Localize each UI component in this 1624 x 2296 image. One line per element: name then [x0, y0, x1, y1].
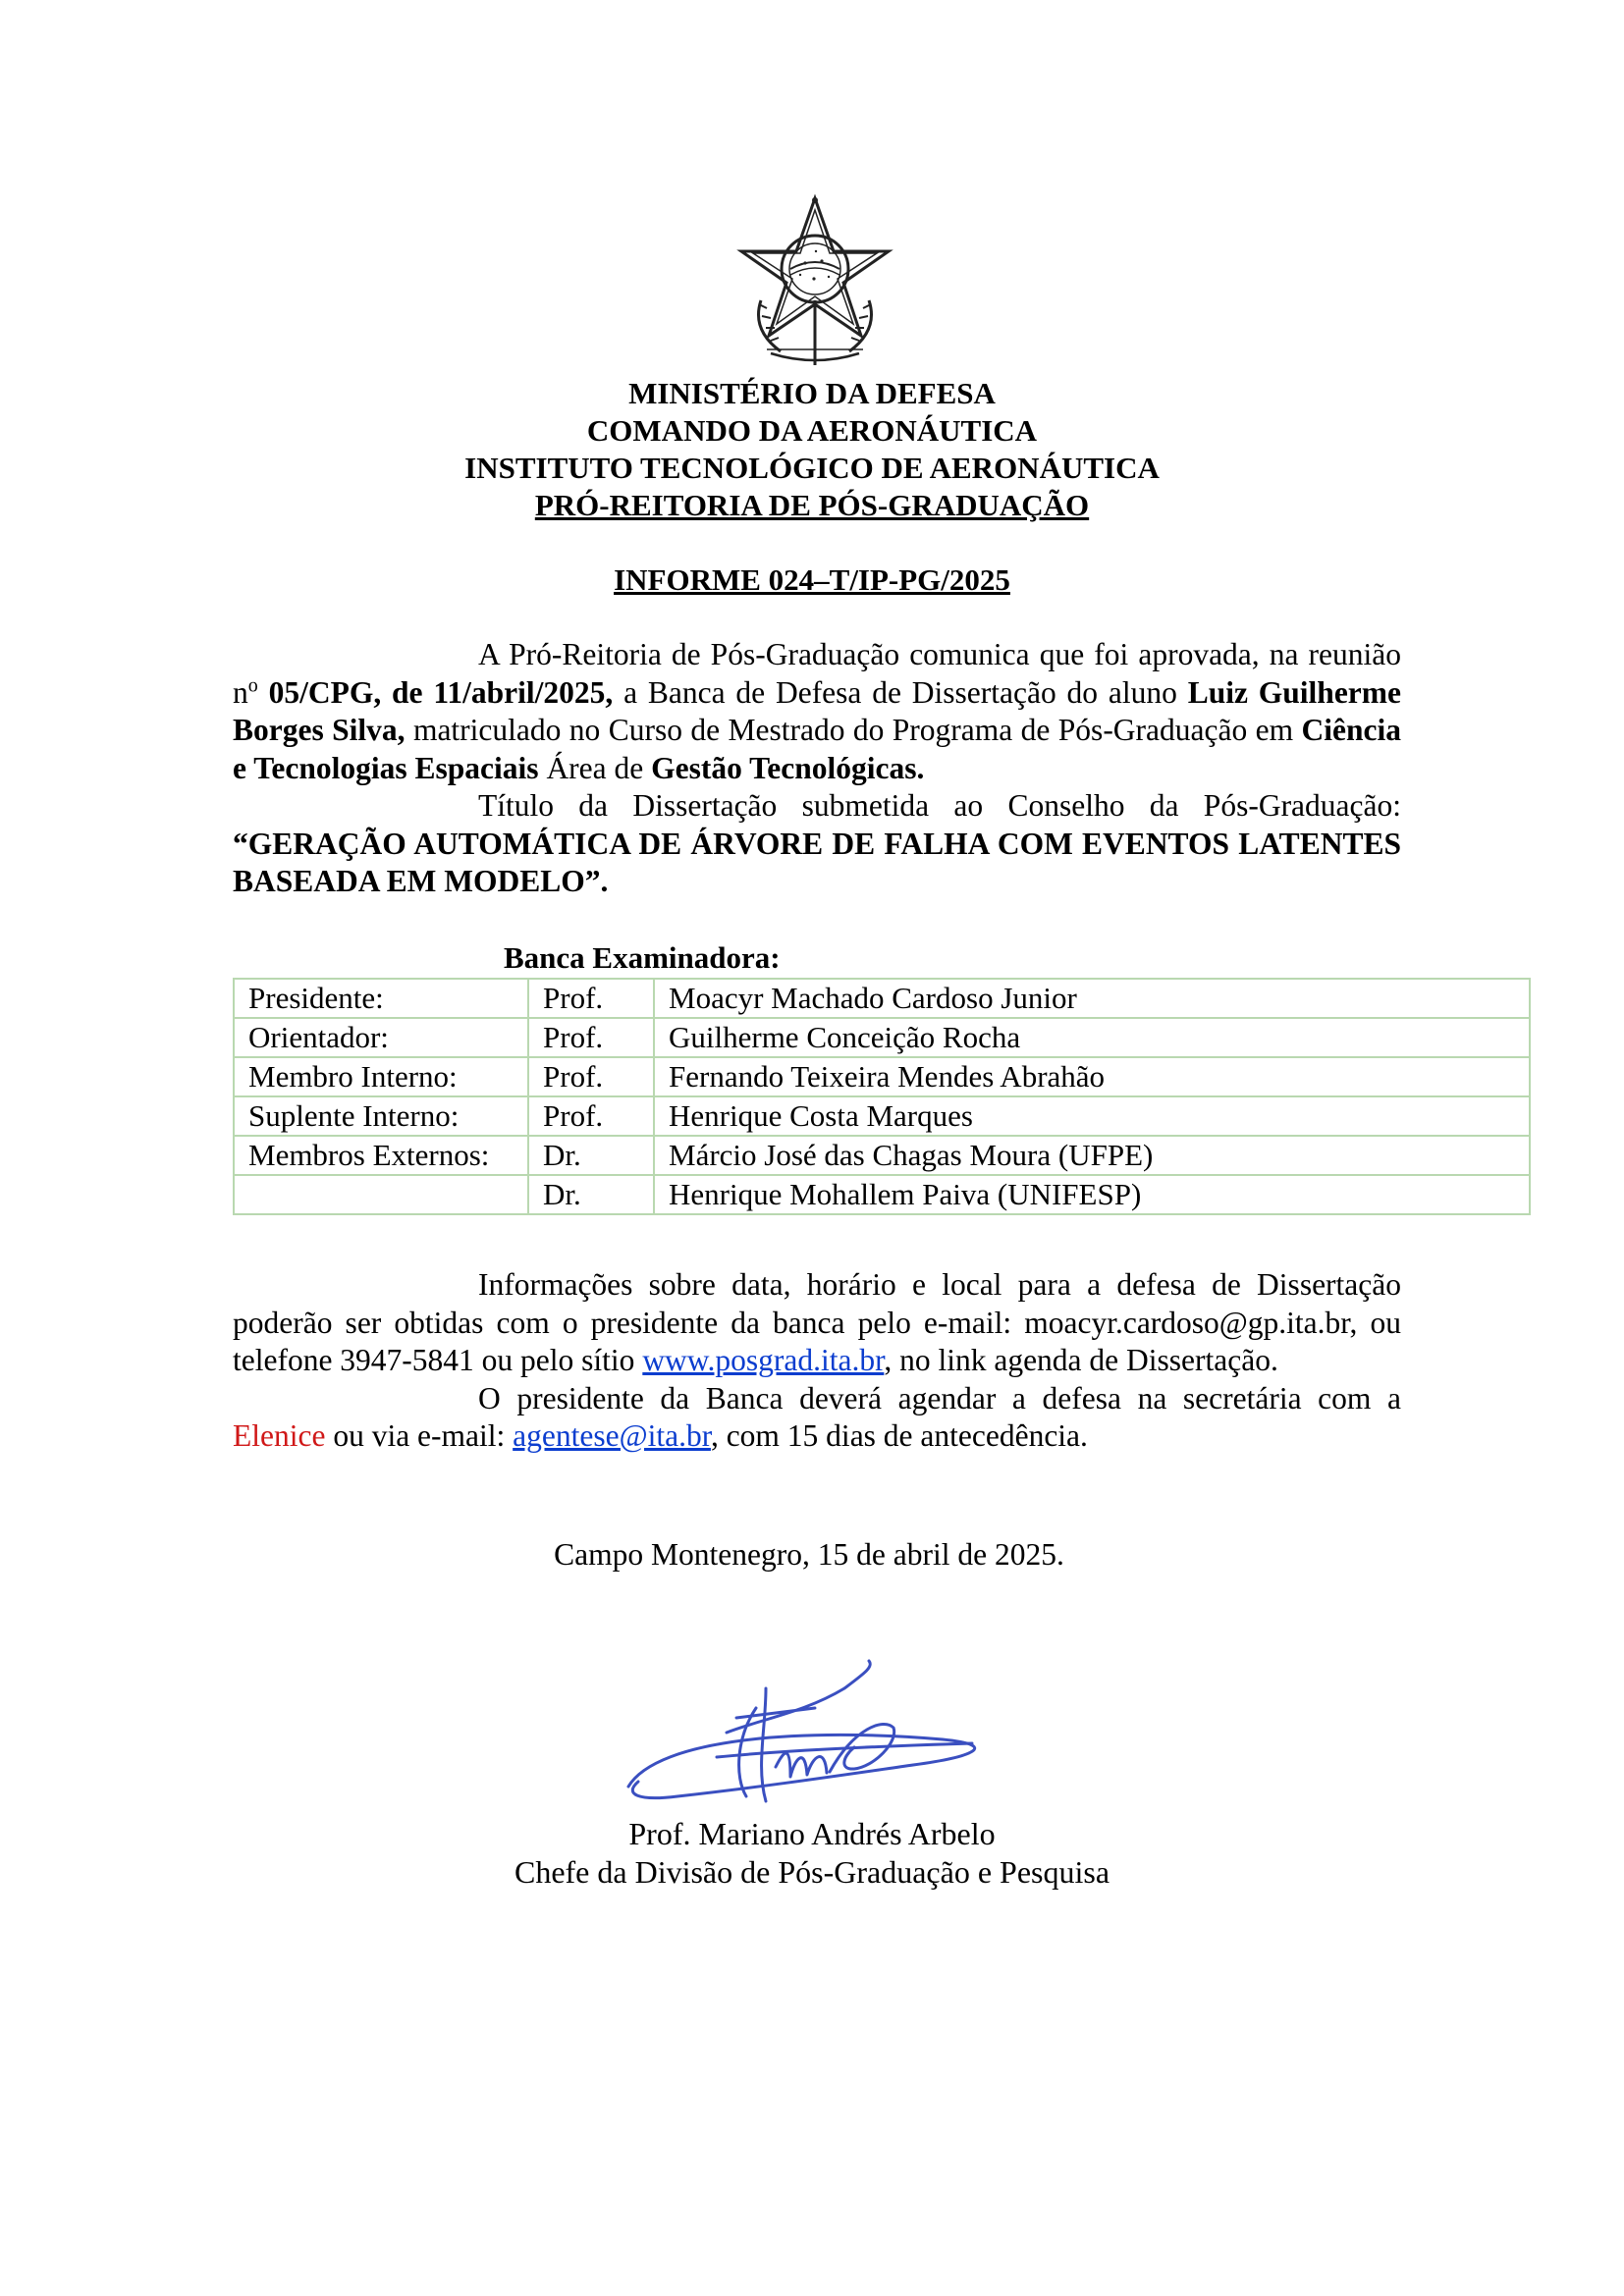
header-command: COMANDO DA AERONÁUTICA [586, 413, 1038, 448]
intro-text-2: a Banca de Defesa de Dissertação do aluno [613, 674, 1188, 710]
dissertation-title: “GERAÇÃO AUTOMÁTICA DE ÁRVORE DE FALHA COM EVENTOS LATENTES BASEADA EM MODELO”. [233, 826, 1401, 898]
banca-title-abbr: Dr. [528, 1175, 654, 1214]
signatory-name: Prof. Mariano Andrés Arbelo [628, 1816, 996, 1851]
banca-role [234, 1175, 528, 1214]
banca-role: Orientador: [234, 1018, 528, 1057]
student-name: Luiz Guilherme Borges Silva, [233, 674, 1402, 747]
banca-member-name: Márcio José das Chagas Moura (UFPE) [654, 1136, 1530, 1175]
banca-role: Presidente: [234, 979, 528, 1018]
intro-superscript: o [247, 674, 258, 696]
banca-row [234, 979, 1530, 1018]
banca-row [234, 1057, 1530, 1096]
intro-paragraph [233, 636, 1401, 901]
banca-title: Banca Examinadora: [504, 940, 781, 975]
contact-name-highlight: Elenice [233, 1418, 326, 1453]
email-link[interactable]: agentese@ita.br [513, 1418, 711, 1453]
meeting-reference: 05/CPG, de 11/abril/2025, [257, 674, 614, 710]
banca-member-name: Guilherme Conceição Rocha [654, 1018, 1530, 1057]
banca-title-abbr: Prof. [528, 1018, 654, 1057]
title-intro-text: Título da Dissertação submetida ao Conselho da Pós-Graduação: [478, 788, 1401, 823]
info-text-4: ou via e-mail: [325, 1418, 514, 1453]
brazil-coat-of-arms-icon [731, 192, 898, 367]
informe-title-wrap [0, 561, 1624, 599]
banca-role: Membro Interno: [234, 1057, 528, 1096]
banca-title-abbr: Prof. [528, 1057, 654, 1096]
handwritten-signature [619, 1649, 1011, 1816]
banca-row [234, 1136, 1530, 1175]
banca-member-name: Moacyr Machado Cardoso Junior [654, 979, 1530, 1018]
intro-text-3: matriculado no Curso de Mestrado do Programa de Pós-Graduação em [405, 713, 1302, 747]
posgrad-link[interactable]: www.posgrad.ita.br [642, 1343, 885, 1377]
intro-text-4: Área de [538, 750, 652, 785]
banca-member-name: Henrique Costa Marques [654, 1096, 1530, 1136]
header-prorectorate-wrap [0, 487, 1624, 524]
header-prorectorate: PRÓ-REITORIA DE PÓS-GRADUAÇÃO [534, 488, 1090, 522]
banca-role: Suplente Interno: [234, 1096, 528, 1136]
banca-row [234, 1018, 1530, 1057]
info-text-3: O presidente da Banca deverá agendar a defesa na secretária com a [478, 1380, 1401, 1415]
banca-table [233, 978, 1531, 1215]
info-paragraph [233, 1266, 1401, 1456]
intro-text-1: A Pró-Reitoria de Pós-Graduação comunica que foi aprovada, na reunião n [233, 637, 1401, 710]
header-institute: INSTITUTO TECNOLÓGICO DE AERONÁUTICA [464, 451, 1160, 485]
header-ministry: MINISTÉRIO DA DEFESA [628, 376, 996, 410]
info-text-2: , no link agenda de Dissertação. [884, 1343, 1278, 1377]
informe-title: INFORME 024–T/IP-PG/2025 [614, 562, 1010, 597]
banca-row [234, 1175, 1530, 1214]
banca-title-abbr: Dr. [528, 1136, 654, 1175]
place-date: Campo Montenegro, 15 de abril de 2025. [554, 1537, 1064, 1572]
banca-member-name: Henrique Mohallem Paiva (UNIFESP) [654, 1175, 1530, 1214]
banca-role: Membros Externos: [234, 1136, 528, 1175]
banca-row [234, 1096, 1530, 1136]
banca-title-abbr: Prof. [528, 1096, 654, 1136]
program-name: Ciência e Tecnologias Espaciais [233, 713, 1401, 785]
signatory-role: Chefe da Divisão de Pós-Graduação e Pesquisa [514, 1854, 1110, 1890]
banca-title-abbr: Prof. [528, 979, 654, 1018]
info-text-1: Informações sobre data, horário e local para a defesa de Dissertação poderão ser obtidas com o presidente da banca pelo e-mail: moacyr.cardoso@gp.ita.br, ou telefone 3947-5841 ou pelo sítio [233, 1267, 1401, 1377]
banca-member-name: Fernando Teixeira Mendes Abrahão [654, 1057, 1530, 1096]
info-text-5: , com 15 dias de antecedência. [710, 1418, 1088, 1453]
area-name: Gestão Tecnológicas. [651, 750, 925, 785]
